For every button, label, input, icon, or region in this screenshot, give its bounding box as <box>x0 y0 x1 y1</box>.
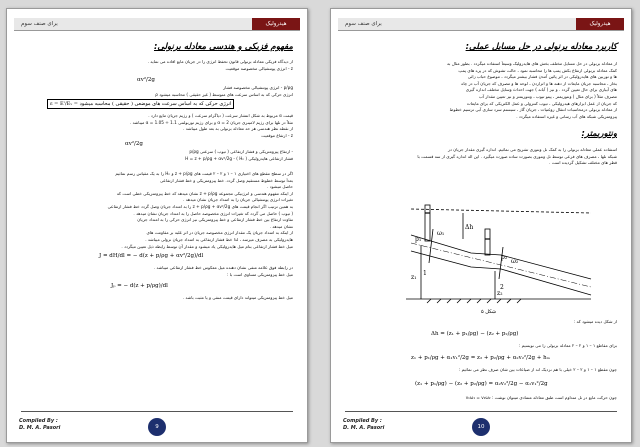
header-subtitle: برای صنف سوم <box>345 21 382 27</box>
page-left: هیدرولیک برای صنف سوم مفهوم فزیکی و هندسی معادله برنولی: از دیدگاه فزیکی معادله برنولی قانون تحفظ انرژی را در جریان مایع افاده می نماید . z - انرژی پوتنشیالی مخصوصه موقعیت αv²/2g p/ρg - انرژی پوتنشیالی مخصوصه فشار انرژی حرکی که به اساس سرعت های متوسط ( غیر حقیقی ) محاسبه میشود ρ ε = E'/Eᵥ = انرژی حرکی که به اساس سرعت های موضعی ( حقیقی ) محاسبه میشود قیمت α مربوط به شکل انتشار سرعت ( دیاگرام سرعت ) و رژیم جریان مایع دارد . مثلاً در نلها برای رژیم لامینری جریان α = 2 و برای رژیم توربولنتی α = 1.05 ÷ 1.1 میباشد . از نقطه نظر هندسی هر حد معادله برنولی به بعد طول میباشد . z - ارتفاع موقعیت αv²/2g - ارتفاع پیزومتریکی و فشار ارتفاعی ( تیوب ) سرعتی p/ρg فشار ارتفاعی هایدرولیکی ( Hₙ ) - H = z + p/ρg + αv²/2g اگر در سطح مقطع های اختیاری ۱ – ۱ و ۲ – ۲ قیمت های z + p/ρg و Hₙ را به یک مقیاس رسم نمائیم بعداً توسط خطوط مستقیم وصل گردد. خط پیزومتریکی و خط فشار ارتفاعی حاصل میشود . از اینکه مفهوم هندسی و انرژتیکی مجموعه z + p/ρg نشان میدهد که خط پیزومتریکی خطی است که تغیرات انرژی پوتنشیالی جریان را به امتداد جریان نشان میدهد . به همین ترتیب اگر انجام قیمت های z + p/ρg + αv²/2g را به امتداد جریان وصل گردد خط فشار ارتفاعی ( تیوب ) حاصل می گردد که تغیرات انرژی مخصوصه حاصل را به امتداد جریان نشان میدهد . تفاوت ارتفاع بین خط فشار ارتفاعی و خط پیزومتریکی نیز انرژی حرکی را به امتداد جریان نشان میدهد . از اینکه به امتداد جریان یک مقدار انرژی مخصوصه جریان در اثر غلبه بر مقاومت های هایدرولیکی به مصرف میرسد ، لذا خط فشار ارتفاعی به امتداد جریان نزولی میباشد . میل خط فشار ارتفاعی بنام میل هایدرولیکی یاد میشود و مقدار آن توسط رابطه ذیل تعیین میگردد . J = dH/dl = − d(z + p/ρg + αv²/2g)/dl در رابطه فوق علامه منفی نشان دهنده میل معکوس خط فشار ارتفاعی میباشد . میل خط پیزومتریکی مساوی است با : Jₚ = − d(z + p/ρg)/dl میل خط پیزومتریکی میتواند دارای قیمت منفی و یا مثبت باشد . Compiled By : D. M. A. Pasori 9 <box>6 8 308 443</box>
body-text-block-1: از معادله برنولی در حل مسایل مختلف بخش های هایدرولیک وسیعاً استفاده میگردد . بطور مثال به کمک معادله برنولی ارتفاع بکش پمپ ها را محاسبه نمود ، حالت تشوش که در پره های پمپ ها و توربین های هایدرولیکی در اثر پائین آمدن فشار بیشتر میگردد ، موضوع حباب زائی بخار ، محاسبه جریان مایعات از دهنه ها و اتزاردن ، لوحه ها و مصرف که جریان آب در چاه های آبیاری برای حال تعیین گردد . و نیز ( آبانه ) جهت احداث وسایل مختلف اندازه گیری مصرف مثلاً ( برای مثال ) ونتوریمتر ، پیتو تیوب ، ونتوریمتر و نیز تعیین مقدار آب که جریان از عمل ابزارهای هیدرولیکی ، تیوب کنترولی و عمل الکتریکی که برای مایعات از معادله برنولی درمحاسبات انتقال روغنیات ، جریان گاز ، سیستم سرد سازی آبی ترسیم خطوط پیزومتریکی شبکه های آب رسانی و غیره استفاده میگردد . <box>447 61 617 119</box>
piezometer-tube-2 <box>485 229 490 255</box>
piezometer-tube-1 <box>425 205 430 241</box>
figure-caption: شکل ۵ <box>481 309 497 315</box>
svg-text:ω₂: ω₂ <box>511 258 519 265</box>
svg-text:1: 1 <box>423 270 427 277</box>
footer-credit: Compiled By : D. M. A. Pasori <box>343 418 385 431</box>
svg-text:ω₁: ω₁ <box>437 230 445 237</box>
svg-text:z₁: z₁ <box>411 274 417 281</box>
page-right: هیدرولیک برای صنف سوم کاربرد معادله برنولی در حل مسایل عملی: از معادله برنولی در حل مسایل مختلف بخش های هایدرولیک وسیعاً استفاده میگردد . بطور مثال به کمک معادله برنولی ارتفاع بکش پمپ ها را محاسبه نمود ، حالت تشوش که در پره های پمپ ها و توربین های هایدرولیکی در اثر پائین آمدن فشار بیشتر میگردد ، موضوع حباب زائی بخار ، محاسبه جریان مایعات از دهنه ها و اتزاردن ، لوحه ها و مصرف که جریان آب در چاه های آبیاری برای حال تعیین گردد . و نیز ( آبانه ) جهت احداث وسایل مختلف اندازه گیری مصرف مثلاً ( برای مثال ) ونتوریمتر ، پیتو تیوب ، ونتوریمتر و نیز تعیین مقدار آب که جریان از عمل ابزارهای هیدرولیکی ، تیوب کنترولی و عمل الکتریکی که برای مایعات از معادله برنولی درمحاسبات انتقال روغنیات ، جریان گاز ، سیستم سرد سازی آبی ترسیم خطوط پیزومتریکی شبکه های آب رسانی و غیره استفاده میگردد . ونتوریمتر: استفاده عملی معادله برنولی را به کمک نل ونتوری تشریح می نمائیم. اندازه گیری مقدار جریان در شبکه نلها ، مصرف های فرعی توسط نل ونتوری بصورت ساده صورت میگیرد . این اله اندازه گیری از سه قسمت با قطر های مختلف تشکیل گردیده است . p₁ p₂ 1 2 z₁ z₂ Δh ω₁ ω₂ شکل ۵ از شکل دیده میشود که : Δh = (z₁ + p₁/ρg) − (z₂ + p₂/ρg) برای مقاطع ۱ – ۱ و ۲ – ۲ معادله برنولی را می نویسیم : z₁ + p₁/ρg + α₁v₁²/2g = z₂ + p₂/ρg + α₂v₂²/2g + hₘ چون مقطع ۱ – ۱ و ۲ – ۲ خیلی با هم نزدیک اند از ضیاعات بین شان صرف نظر می نمائیم : (z₁ + p₁/ρg) − (z₂ + p₂/ρg) = α₂v₂²/2g − α₁v₁²/2g چون حرکت مایع در نل متداوم است طبق معادله متمادی میتوان نوشت : v₁ω₁ = v₂ω₂ Compiled By : D. M. A. Pasori 10 <box>330 8 632 443</box>
svg-text:p₁: p₁ <box>415 236 422 243</box>
page-number: 10 <box>472 418 490 436</box>
energy-line <box>411 209 591 213</box>
section-title: کاربرد معادله برنولی در حل مسایل عملی: <box>465 42 617 52</box>
svg-text:p₂: p₂ <box>501 254 508 261</box>
page-number: 9 <box>148 418 166 436</box>
footer-credit: Compiled By : D. M. A. Pasori <box>19 418 61 431</box>
section-title: مفهوم فزیکی و هندسی معادله برنولی: <box>153 42 293 52</box>
svg-text:2: 2 <box>500 284 504 291</box>
section-subtitle: ونتوریمتر: <box>581 129 617 139</box>
header-tag: هیدرولیک <box>576 18 624 30</box>
header-tag: هیدرولیک <box>252 18 300 30</box>
svg-text:z₂: z₂ <box>497 290 503 297</box>
body-text-block-1: از دیدگاه فزیکی معادله برنولی قانون تحفظ انرژی را در جریان مایع افاده می نماید . z - انرژی پوتنشیالی مخصوصه موقعیت <box>147 59 293 71</box>
header-subtitle: برای صنف سوم <box>21 21 58 27</box>
venturi-meter-diagram <box>401 167 601 307</box>
svg-text:Δh: Δh <box>465 224 474 231</box>
